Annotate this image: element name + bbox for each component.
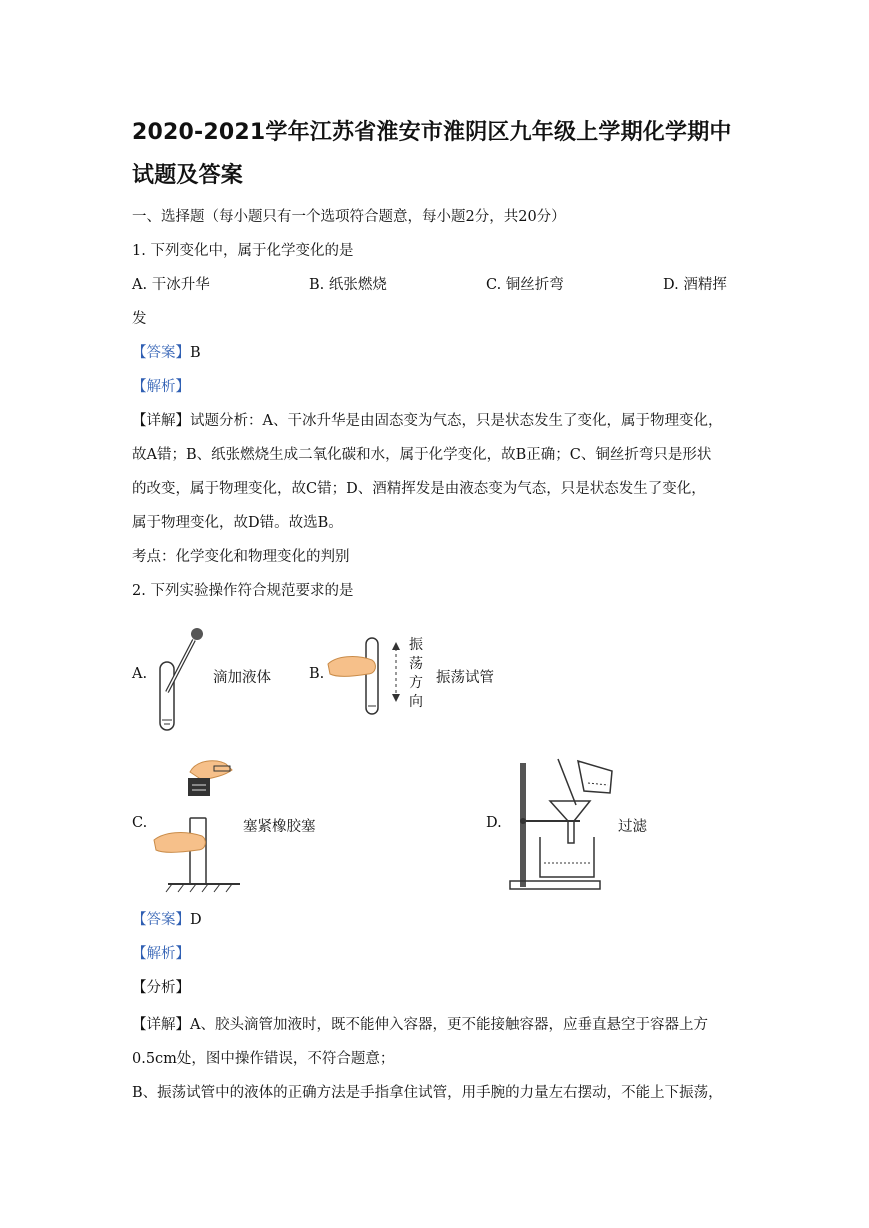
q1-option-d: D. 酒精挥 bbox=[663, 277, 727, 293]
q1-detail-line-1: 【详解】试题分析：A、干冰升华是由固态变为气态，只是状态发生了变化，属于物理变化， bbox=[132, 413, 723, 429]
q1-kaodian: 考点：化学变化和物理变化的判别 bbox=[132, 549, 350, 565]
q1-option-a: A. 干冰升华 bbox=[132, 277, 210, 293]
q1-option-c: C. 铜丝折弯 bbox=[486, 277, 564, 293]
q2-option-b-letter: B. bbox=[309, 666, 325, 682]
q2-option-c-letter: C. bbox=[132, 815, 148, 831]
q2-option-d-letter: D. bbox=[486, 815, 502, 831]
caption-char: 振 bbox=[409, 637, 423, 653]
q1-answer bbox=[132, 341, 201, 362]
dropper-test-tube-figure bbox=[150, 620, 210, 735]
q2-detail-a-line-1: 【详解】A、胶头滴管加液时，既不能伸入容器，更不能接触容器，应垂直悬空于容器上方 bbox=[132, 1017, 708, 1033]
q1-analysis-tag: 【解析】 bbox=[132, 379, 190, 395]
q2-detail-a-line-2: 0.5cm处，图中操作错误，不符合题意； bbox=[132, 1051, 395, 1067]
q1-option-d-wrap: 发 bbox=[132, 311, 147, 327]
q2-stem: 2. 下列实验操作符合规范要求的是 bbox=[132, 583, 354, 599]
q1-detail-line-4: 属于物理变化，故D错。故选B。 bbox=[132, 515, 343, 531]
q1-detail-line-3: 的改变，属于物理变化，故C错；D、酒精挥发是由液态变为气态，只是状态发生了变化， bbox=[132, 481, 706, 497]
q2-fenxi: 【分析】 bbox=[132, 980, 190, 996]
q2-detail-b-line-1: B、振荡试管中的液体的正确方法是手指拿住试管，用手腕的力量左右摆动，不能上下振荡， bbox=[132, 1085, 723, 1101]
answer-value: D bbox=[190, 912, 202, 928]
q2-answer bbox=[132, 908, 202, 929]
section-heading: 一、选择题（每小题只有一个选项符合题意，每小题2分，共20分） bbox=[132, 209, 566, 225]
q2-analysis-tag: 【解析】 bbox=[132, 946, 190, 962]
caption-char: 荡 bbox=[409, 656, 423, 672]
page-title-line-2: 试题及答案 bbox=[132, 163, 244, 188]
rubber-stopper-figure bbox=[150, 752, 242, 894]
q2-option-d-label: 过滤 bbox=[618, 819, 647, 835]
answer-tag: 【答案】 bbox=[132, 345, 190, 361]
q1-option-b: B. 纸张燃烧 bbox=[309, 277, 387, 293]
answer-value: B bbox=[190, 345, 201, 361]
q2-option-a-label: 滴加液体 bbox=[213, 670, 271, 686]
q2-option-c-label: 塞紧橡胶塞 bbox=[243, 819, 316, 835]
answer-tag: 【答案】 bbox=[132, 912, 190, 928]
q1-detail-line-2: 故A错；B、纸张燃烧生成二氧化碳和水，属于化学变化，故B正确；C、铜丝折弯只是形状 bbox=[132, 447, 712, 463]
caption-char: 向 bbox=[409, 694, 423, 710]
caption-char: 方 bbox=[409, 675, 423, 691]
q1-stem: 1. 下列变化中，属于化学变化的是 bbox=[132, 243, 354, 259]
q2-option-b-label: 振荡试管 bbox=[436, 670, 494, 686]
page-title-line-1: 2020-2021学年江苏省淮安市淮阴区九年级上学期化学期中 bbox=[132, 120, 732, 145]
q2-option-a-letter: A. bbox=[132, 666, 148, 682]
filtration-figure bbox=[504, 755, 620, 895]
shake-direction-caption bbox=[408, 636, 424, 712]
